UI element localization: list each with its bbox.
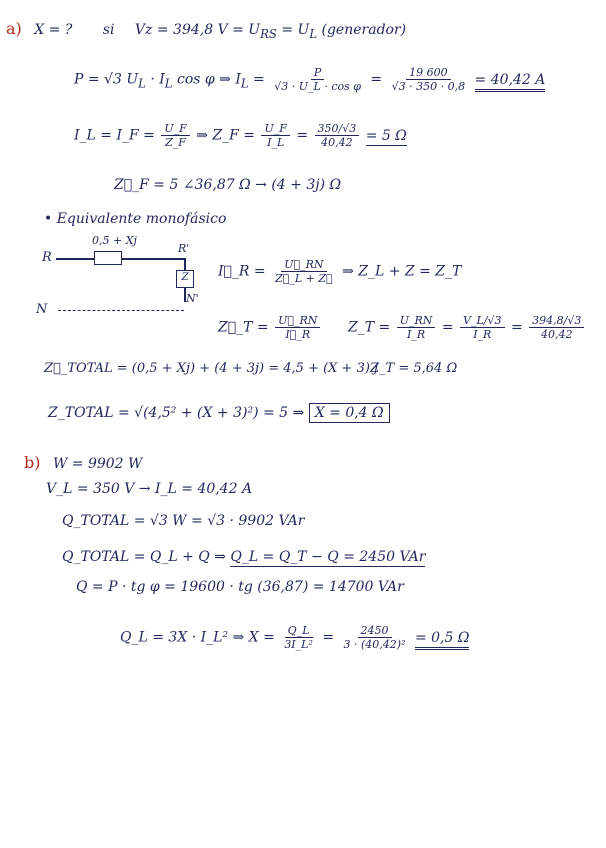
line-b5: Q = P · tg φ = 19600 · tg (36,87) = 14700 VAr — [76, 579, 404, 595]
line-a7b: Z_T = $\frac{U\_RN}{I\_R}$ = $\frac{V\_L/√3}{I\_R}$ = $\frac{394,8/√3}{40,42}$ — [348, 314, 586, 341]
result-ql: Q_L = Q_T − Q = 2450 VAr — [230, 549, 426, 565]
line-a8-zt: Z_T = 5,64 Ω — [370, 361, 458, 376]
line-b4: Q_TOTAL = Q_L + Q ⇒ Q_L = Q_T − Q = 2450 VAr — [62, 549, 426, 565]
line-b6: Q_L = 3X · I_L² ⇒ X = $\frac{Q\_L}{\text{3I\_L²}}$ = $\frac{2450}{\text{3 · (40,42)²}}$ = 0,5 Ω — [120, 624, 470, 651]
question: X = ? — [34, 22, 73, 38]
result-x-a: X = 0,4 Ω — [309, 403, 390, 423]
section-equivalente: • Equivalente monofásico — [44, 211, 227, 227]
line-a1: a) X = ? si Vz = 394,8 $V = U_{RS} = U_L$ (generador) — [6, 19, 407, 41]
result-x-b: = 0,5 Ω — [415, 630, 470, 650]
si: si — [102, 22, 115, 38]
line-a2: P = √3 $U_L \cdot I_L$ cos φ ⇒ $I_L$ = $\frac{P}{\text{√3 · U\_L · cos φ}}$ = $\frac{19 600}{√3 \cdot 350 \cdot 0,8}$ = 40,42 A — [74, 66, 546, 93]
line-b2: V_L = 350 V → I_L = 40,42 A — [46, 481, 253, 497]
line-a7: Z⃗_T = $\frac{U⃗\_RN}{I⃗\_R}$ — [218, 314, 322, 341]
frac-il-num: $\frac{19 600}{√3 \cdot 350 \cdot 0,8}$ — [391, 66, 466, 93]
line-b3: Q_TOTAL = √3 W = √3 · 9902 VAr — [62, 513, 305, 529]
line-a4: Z⃗_F = 5 ∠36,87 Ω → (4 + 3j) Ω — [114, 177, 342, 193]
result-zf: = 5 Ω — [365, 127, 407, 144]
resistor — [94, 251, 122, 265]
line-a6: I⃗_R = $\frac{U⃗\_RN}{Z⃗\_L + Z⃗}$ ⇒ Z_L + Z = Z_T — [218, 258, 462, 285]
line-a8: Z⃗_TOTAL = (0,5 + Xj) + (4 + 3j) = 4,5 + (X + 3) j — [44, 361, 379, 376]
line-a9: Z_TOTAL = √(4,5² + (X + 3)²) = 5 ⇒ X = 0,4 Ω — [48, 404, 390, 422]
line-a3: I_L = I_F = $\frac{U\_F}{Z\_F}$ ⇒ Z_F = $\frac{U\_F}{I\_L}$ = $\frac{350/√3}{40,42}$ = 5 Ω — [74, 122, 407, 149]
frac-il: $\frac{P}{\text{√3 · U\_L · cos φ}}$ — [274, 66, 361, 93]
marker-a: a) — [6, 19, 22, 38]
vz: Vz = 394,8 V = U — [134, 22, 261, 38]
impedance-z: Z — [176, 270, 194, 288]
marker-b: b) — [24, 453, 41, 472]
result-il: = 40,42 A — [475, 72, 546, 92]
line-b1: b) W = 9902 W — [24, 453, 143, 472]
